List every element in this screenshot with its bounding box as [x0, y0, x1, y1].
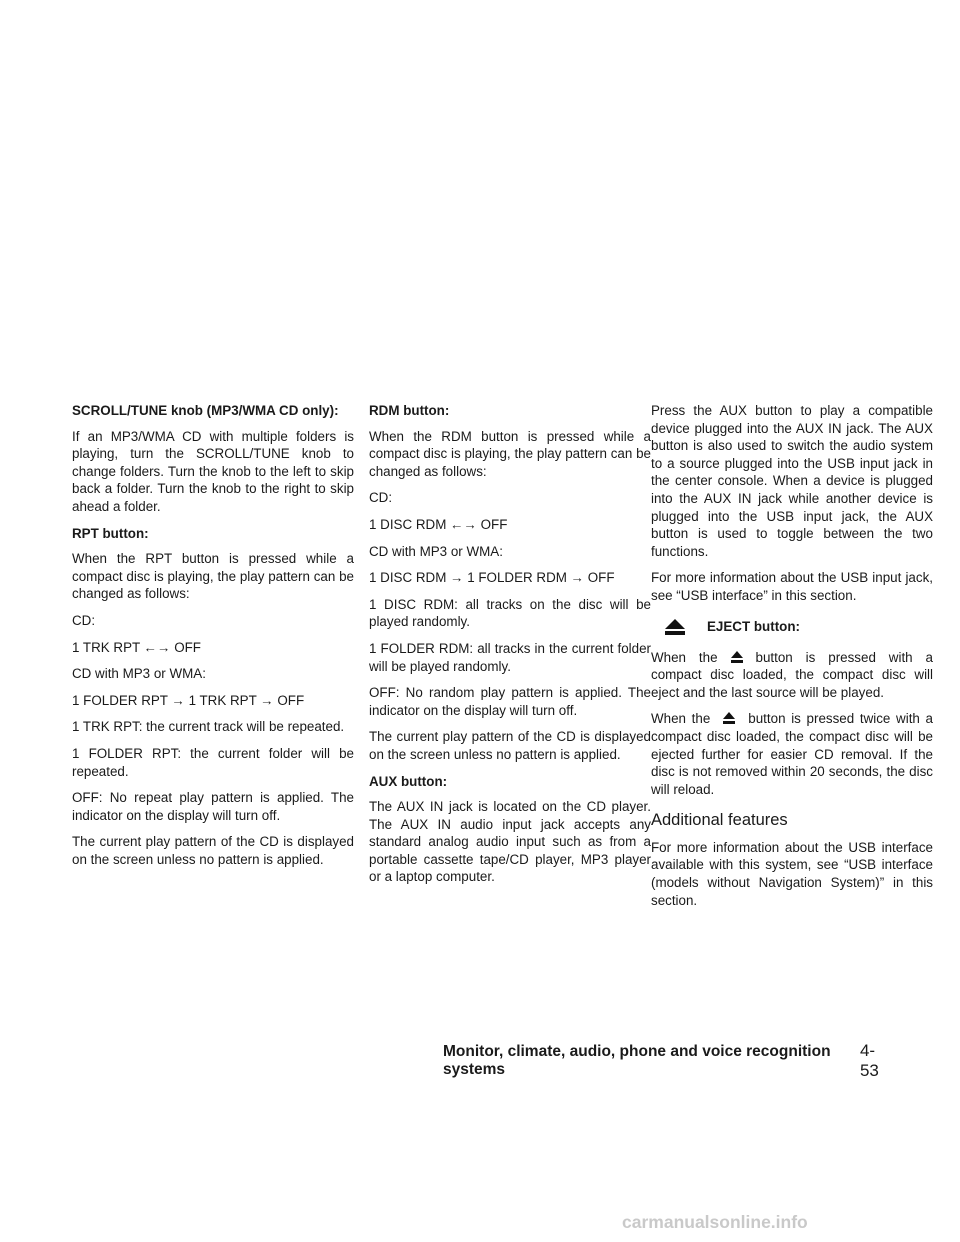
- eject-icon: [651, 614, 699, 640]
- eject-paragraph-1: [651, 649, 933, 702]
- rpt-mp3-label: CD with MP3 or WMA:: [72, 666, 206, 682]
- footer-section-title: Monitor, climate, audio, phone and voice recognition systems: [443, 1043, 831, 1078]
- eject-p1-start: When the: [651, 649, 718, 665]
- column-1: [72, 402, 354, 877]
- rdm-cd-pattern: 1 DISC RDM ←→ OFF: [369, 516, 508, 532]
- aux-body: The AUX IN jack is located on the CD player. The AUX IN audio input jack accepts any standard analog audio input such as from a portable cassette tape/CD player, MP3 player or a laptop computer.: [369, 799, 651, 885]
- eject-p1-end: button is pressed with a compact disc loaded, the compact disc will eject and the last source will be played.: [651, 649, 933, 700]
- additional-features-body: For more information about the USB interface available with this system, see “USB interface (models without Navigation System)” in this section.: [651, 839, 933, 908]
- scroll-tune-heading: SCROLL/TUNE knob (MP3/WMA CD only):: [72, 403, 339, 418]
- eject-heading: EJECT button:: [707, 618, 800, 634]
- folder-rpt-desc: 1 FOLDER RPT: the current folder will be repeated.: [72, 745, 354, 779]
- additional-features-heading: Additional features: [651, 811, 788, 830]
- column-3: [651, 402, 933, 918]
- rdm-cd-label: CD:: [369, 490, 393, 506]
- eject-p2-start: When the: [651, 711, 711, 727]
- rdm-off-desc: OFF: No random play pattern is applied. The indicator on the display will turn off.: [369, 685, 651, 718]
- eject-paragraph-2: [651, 710, 933, 798]
- page-number: 4-53: [859, 1041, 879, 1080]
- disc-rdm-desc: 1 DISC RDM: all tracks on the disc will be played randomly.: [369, 596, 651, 630]
- rdm-mp3-label: CD with MP3 or WMA:: [369, 543, 503, 559]
- eject-icon: [718, 650, 756, 664]
- scroll-tune-body: If an MP3/WMA CD with multiple folders is playing, turn the SCROLL/TUNE knob to change folders. Turn the knob to the left to skip back a folder. Turn the knob to the right to skip ahead a folder.: [72, 428, 354, 514]
- usb-reference: For more information about the USB input jack, see “USB interface” in this section.: [651, 570, 933, 603]
- rpt-off-desc: OFF: No repeat play pattern is applied. The indicator on the display will turn off.: [72, 790, 354, 823]
- aux-continued: Press the AUX button to play a compatible device plugged into the AUX IN jack. The AUX button is also used to switch the audio system to a source plugged into the USB input jack in the center console. When a device is plugged into the AUX IN jack while another device is plugged into the USB input jack, the AUX button is used to toggle between the two functions.: [651, 403, 933, 559]
- rpt-body: When the RPT button is pressed while a compact disc is playing, the play pattern can be changed as follows:: [72, 551, 354, 602]
- page-footer: [443, 1041, 890, 1080]
- trk-rpt-desc: 1 TRK RPT: the current track will be repeated.: [72, 719, 345, 735]
- eject-icon: [710, 711, 748, 725]
- rpt-heading: RPT button:: [72, 525, 149, 541]
- eject-heading-row: [651, 614, 933, 640]
- rpt-cd-label: CD:: [72, 612, 96, 628]
- eject-p2-end: button is pressed twice with a compact disc loaded, the compact disc will be ejected further for easier CD removal. If the disc is not removed within 20 seconds, the disc will reload.: [651, 711, 933, 797]
- rpt-current-pattern: The current play pattern of the CD is displayed on the screen unless no pattern is applied.: [72, 834, 354, 867]
- rdm-body: When the RDM button is pressed while a compact disc is playing, the play pattern can be changed as follows:: [369, 428, 651, 479]
- rdm-current-pattern: The current play pattern of the CD is displayed on the screen unless no pattern is applied.: [369, 729, 651, 762]
- watermark: carmanualsonline.info: [622, 1212, 808, 1232]
- rpt-cd-pattern: 1 TRK RPT ←→ OFF: [72, 639, 201, 655]
- rdm-heading: RDM button:: [369, 403, 450, 418]
- column-2: [369, 402, 651, 895]
- aux-heading: AUX button:: [369, 773, 448, 789]
- folder-rdm-desc: 1 FOLDER RDM: all tracks in the current folder will be played randomly.: [369, 640, 651, 674]
- rdm-mp3-pattern: 1 DISC RDM → 1 FOLDER RDM → OFF: [369, 570, 615, 586]
- rpt-mp3-pattern: 1 FOLDER RPT → 1 TRK RPT → OFF: [72, 692, 305, 708]
